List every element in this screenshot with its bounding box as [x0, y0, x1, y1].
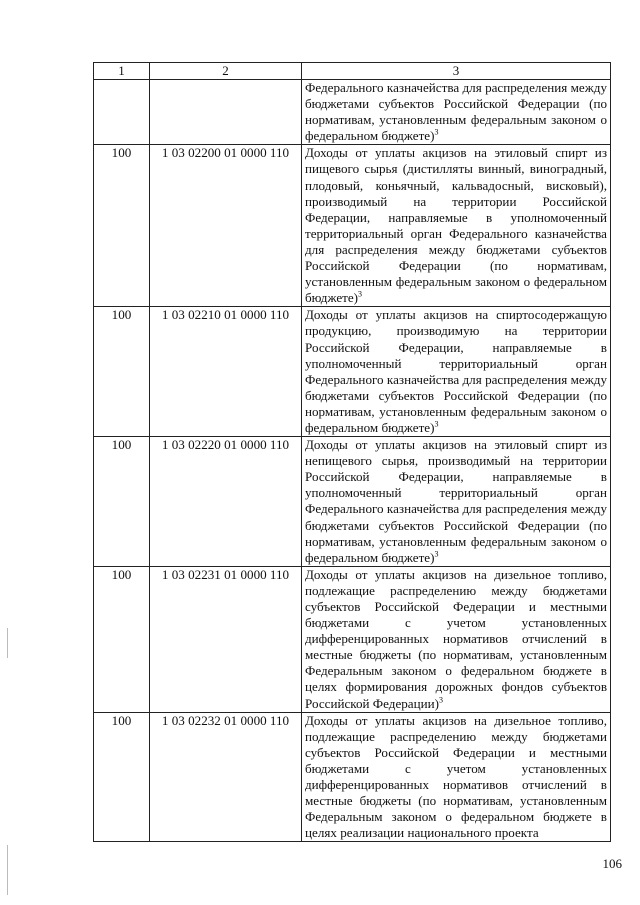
admin-code: 100 [111, 437, 132, 453]
admin-code-cell [94, 566, 150, 712]
description-text: Федерального казначейства для распределения между бюджетами субъектов Российской Федерации (по нормативам, установленным федеральным законом о федеральном бюджете) [305, 80, 607, 144]
table-row [94, 307, 611, 437]
description-cell [302, 566, 611, 712]
scan-margin-mark [7, 628, 8, 658]
classification-code: 1 03 02210 01 0000 110 [161, 307, 290, 323]
classification-code: 1 03 02232 01 0000 110 [161, 712, 290, 728]
footnote-mark: 3 [434, 549, 439, 559]
classification-code-cell [150, 437, 302, 567]
classification-code-cell [150, 566, 302, 712]
classification-code-cell [150, 145, 302, 307]
classification-code-cell [150, 80, 302, 145]
admin-code-cell [94, 712, 150, 842]
footnote-mark: 3 [439, 695, 443, 705]
scan-margin-mark [7, 845, 8, 895]
admin-code-cell [94, 145, 150, 307]
classification-code-cell [150, 307, 302, 437]
description-cell [302, 307, 611, 437]
classification-code: 1 03 02231 01 0000 110 [161, 566, 290, 582]
admin-code: 100 [111, 307, 132, 323]
description-text: Доходы от уплаты акцизов на дизельное топливо, подлежащие распределению между бюджетами субъектов Российской Федерации и местными бюджетами с учетом установленных дифференцированных нормативов отчислений в местные бюджеты (по нормативам, установленным Федеральным законом о федеральном бюджете в целях формирования дорожных фондов субъектов Российской Федерации) [305, 566, 607, 711]
description-cell [302, 145, 611, 307]
description-text: Доходы от уплаты акцизов на этиловый спирт из пищевого сырья (дистилляты винный, виноградный, плодовый, коньячный, кальвадосный, висковый), производимый на территории Российской Федерации, направляемые в уполномоченный территориальный орган Федерального казначейства для распределения между бюджетами субъектов Российской Федерации (по нормативам, установленным федеральным законом о федеральном бюджете) [305, 145, 607, 306]
budget-classification-table [93, 62, 611, 842]
table-row [94, 566, 611, 712]
classification-code: 1 03 02200 01 0000 110 [161, 145, 290, 161]
table-row-continuation [94, 80, 611, 145]
footnote-mark: 3 [434, 419, 439, 429]
table-row [94, 145, 611, 307]
description-cell [302, 437, 611, 567]
description-cell [302, 80, 611, 145]
admin-code-cell [94, 80, 150, 145]
column-header: 3 [302, 63, 611, 80]
description-text: Доходы от уплаты акцизов на дизельное топливо, подлежащие распределению между бюджетами субъектов Российской Федерации и местными бюджетами с учетом установленных дифференцированных нормативов отчислений в местные бюджеты (по нормативам, установленным Федеральным законом о федеральном бюджете в целях реализации национального проекта [305, 712, 607, 841]
table-row [94, 437, 611, 567]
description-text: Доходы от уплаты акцизов на спиртосодержащую продукцию, производимую на территории Российской Федерации, направляемые в уполномоченный территориальный орган Федерального казначейства для распределения между бюджетами субъектов Российской Федерации (по нормативам, установленным федеральным законом о федеральном бюджете) [305, 307, 607, 435]
description-text: Доходы от уплаты акцизов на этиловый спирт из непищевого сырья, производимый на территории Российской Федерации, направляемые в уполномоченный территориальный орган Федерального казначейства для распределения между бюджетами субъектов Российской Федерации (по нормативам, установленным федеральным законом о федеральном бюджете) [305, 437, 607, 565]
admin-code-cell [94, 307, 150, 437]
footnote-mark: 3 [358, 289, 363, 299]
admin-code: 100 [111, 712, 132, 728]
classification-code-cell [150, 712, 302, 842]
classification-code: 1 03 02220 01 0000 110 [161, 437, 290, 453]
admin-code-cell [94, 437, 150, 567]
admin-code: 100 [111, 145, 132, 161]
admin-code: 100 [111, 566, 132, 582]
page-number: 106 [602, 856, 622, 871]
description-cell [302, 712, 611, 842]
column-header: 2 [150, 63, 302, 80]
table-row [94, 712, 611, 842]
footnote-mark: 3 [434, 127, 439, 137]
table-header-row [94, 63, 611, 80]
column-header: 1 [94, 63, 150, 80]
